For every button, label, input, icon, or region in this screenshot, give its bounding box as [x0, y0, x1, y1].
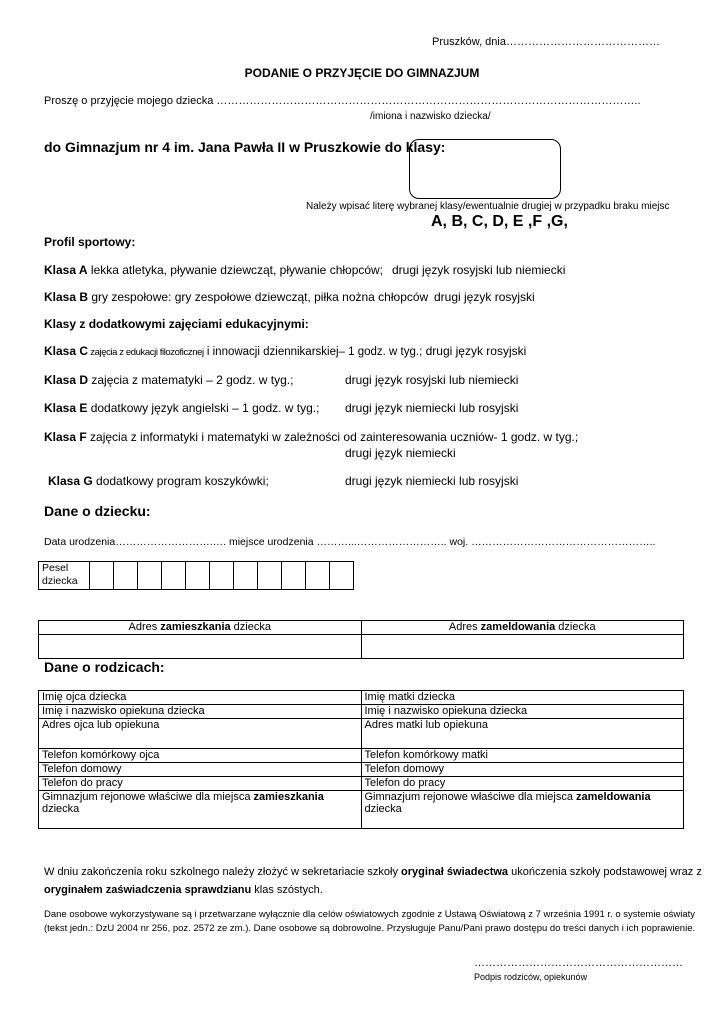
class-c-label: Klasa C [44, 344, 89, 358]
signature-line[interactable]: ………………………………………………… [474, 957, 683, 969]
class-c-text-small: zajęcia z edukacji filozoficznej [88, 347, 204, 358]
submission-note-a: W dniu zakończenia roku szkolnego należy złożyć w sekretariacie szkoły [44, 866, 402, 878]
class-c-text: i innowacji dziennikarskiej– 1 godz. w tyg.; [203, 346, 423, 358]
class-c-language: drugi język rosyjski [422, 344, 527, 358]
school-residence-pre: Gimnazjum rejonowe właściwe dla miejsca [42, 791, 254, 803]
parents-table [38, 690, 684, 829]
pesel-digit-cell[interactable] [306, 562, 330, 590]
parents-heading: Dane o rodzicach: [44, 659, 165, 675]
address-registration-post: dziecka [555, 621, 596, 633]
father-mobile-field[interactable]: Telefon komórkowy ojca [39, 749, 362, 763]
pesel-digit-cell[interactable] [90, 562, 114, 590]
class-f-desc [44, 430, 578, 444]
place-date-line[interactable]: Pruszków, dnia…………………………………… [432, 36, 660, 48]
mother-mobile-field[interactable]: Telefon komórkowy matki [361, 749, 684, 763]
pesel-digit-cell[interactable] [258, 562, 282, 590]
address-registration-pre: Adres [448, 621, 481, 633]
mother-home-phone-field[interactable]: Telefon domowy [361, 763, 684, 777]
class-a-label: Klasa A [44, 263, 88, 277]
father-work-phone-field[interactable]: Telefon do pracy [39, 777, 362, 791]
class-g-desc [48, 474, 269, 488]
mother-work-phone-field[interactable]: Telefon do pracy [361, 777, 684, 791]
child-name-hint: /imiona i nazwisko dziecka/ [370, 111, 491, 122]
father-address-field[interactable]: Adres ojca lub opiekuna [39, 719, 362, 749]
class-d-label: Klasa D [44, 373, 89, 387]
address-residence-post: dziecka [230, 621, 271, 633]
father-name-field[interactable]: Imię ojca dziecka [39, 691, 362, 705]
class-f-label: Klasa F [44, 430, 87, 444]
guardian-name-field[interactable]: Imię i nazwisko opiekuna dziecka [39, 705, 362, 719]
pesel-digit-cell[interactable] [210, 562, 234, 590]
class-e-label: Klasa E [44, 401, 88, 415]
birth-data-line[interactable]: Data urodzenia……………………….…. miejsce urodzenia ………...…………………….. woj. …………………………………………….. [44, 536, 656, 548]
signature-label: Podpis rodziców, opiekunów [474, 972, 588, 982]
class-b-desc [44, 290, 428, 304]
privacy-note [44, 908, 695, 936]
child-name-line[interactable]: Proszę o przyjęcie mojego dziecka …………………………………………………………………………………………………….. [44, 95, 641, 107]
class-g-text: dodatkowy program koszykówki; [92, 474, 269, 488]
address-table [38, 620, 684, 659]
class-a-text: lekka atletyka, pływanie dziewcząt, pływanie chłopców; [87, 263, 384, 277]
class-g-label: Klasa G [48, 474, 93, 488]
school-residence-bold: zamieszkania [253, 791, 324, 803]
pesel-digit-cell[interactable] [114, 562, 138, 590]
address-residence-pre: Adres [128, 621, 161, 633]
pesel-digit-cell[interactable] [330, 562, 354, 590]
pesel-table [38, 561, 354, 590]
school-registration-bold: zameldowania [576, 791, 651, 803]
submission-note [44, 863, 702, 899]
pesel-label-line2: dziecka [42, 575, 78, 587]
class-d-desc [44, 373, 293, 387]
pesel-label-line1: Pesel [42, 562, 69, 574]
father-home-phone-field[interactable]: Telefon domowy [39, 763, 362, 777]
submission-note-e: klas szóstych. [251, 884, 323, 896]
address-registration-header [361, 621, 684, 635]
school-registration-field[interactable] [361, 791, 684, 829]
class-note: Należy wpisać literę wybranej klasy/ewentualnie drugiej w przypadku braku miejsc [306, 201, 670, 212]
address-residence-bold: zamieszkania [160, 621, 231, 633]
class-f-text: zajęcia z informatyki i matematyki w zależności od zainteresowania uczniów- 1 godz. w tyg.; [86, 430, 579, 444]
school-residence-field[interactable] [39, 791, 362, 829]
class-e-language: drugi język niemiecki lub rosyjski [345, 401, 519, 415]
class-e-text: dodatkowy język angielski – 1 godz. w tyg.; [87, 401, 320, 415]
class-letter-box[interactable] [409, 139, 561, 199]
school-line: do Gimnazjum nr 4 im. Jana Pawła II w Pruszkowie do klasy: [44, 139, 446, 155]
guardian-name-field[interactable]: Imię i nazwisko opiekuna dziecka [361, 705, 684, 719]
pesel-digit-cell[interactable] [162, 562, 186, 590]
mother-name-field[interactable]: Imię matki dziecka [361, 691, 684, 705]
pesel-digit-cell[interactable] [186, 562, 210, 590]
pesel-label [39, 562, 90, 590]
class-a-language: drugi język rosyjski lub niemiecki [392, 263, 566, 277]
class-letters: A, B, C, D, E ,F ,G, [431, 213, 568, 230]
class-e-desc [44, 401, 319, 415]
privacy-note-line2: (tekst jedn.: DzU 2004 nr 256, poz. 2572 ze zm.). Dane osobowe są dobrowolne. Przysługuje Panu/Pani prawo dostępu do treści danych i ich poprawienie. [44, 923, 696, 934]
class-d-language: drugi język rosyjski lub niemiecki [345, 373, 519, 387]
pesel-digit-cell[interactable] [282, 562, 306, 590]
class-g-language: drugi język niemiecki lub rosyjski [345, 474, 519, 488]
page-title: PODANIE O PRZYJĘCIE DO GIMNAZJUM [244, 66, 480, 80]
privacy-note-line1: Dane osobowe wykorzystywane są i przetwarzane wyłącznie dla celów oświatowych zgodnie z Ustawą Oświatową z 7 września 1991 r. o systemie oświaty [44, 909, 696, 920]
class-b-language: drugi język rosyjski [434, 290, 535, 304]
address-residence-header [39, 621, 362, 635]
class-d-text: zajęcia z matematyki – 2 godz. w tyg.; [88, 373, 294, 387]
submission-note-b: oryginał świadectwa [401, 866, 509, 878]
extra-heading: Klasy z dodatkowymi zajęciami edukacyjnymi: [44, 317, 309, 331]
mother-address-field[interactable]: Adres matki lub opiekuna [361, 719, 684, 749]
submission-note-c: ukończenia szkoły podstawowej wraz z [508, 866, 702, 878]
school-registration-pre: Gimnazjum rejonowe właściwe dla miejsca [364, 791, 577, 803]
address-registration-field[interactable] [361, 635, 684, 659]
school-registration-post: dziecka [364, 803, 402, 815]
class-b-label: Klasa B [44, 290, 89, 304]
child-data-heading: Dane o dziecku: [44, 503, 151, 519]
address-residence-field[interactable] [39, 635, 362, 659]
sport-heading: Profil sportowy: [44, 235, 136, 249]
class-a-desc [44, 263, 383, 277]
class-b-text: gry zespołowe: gry zespołowe dziewcząt, piłka nożna chłopców [88, 290, 429, 304]
school-residence-post: dziecka [42, 803, 80, 815]
address-registration-bold: zameldowania [480, 621, 556, 633]
class-c-desc [44, 344, 526, 358]
submission-note-d: oryginałem zaświadczenia sprawdzianu [44, 884, 252, 896]
class-f-language: drugi język niemiecki [345, 446, 456, 460]
pesel-digit-cell[interactable] [234, 562, 258, 590]
pesel-digit-cell[interactable] [138, 562, 162, 590]
